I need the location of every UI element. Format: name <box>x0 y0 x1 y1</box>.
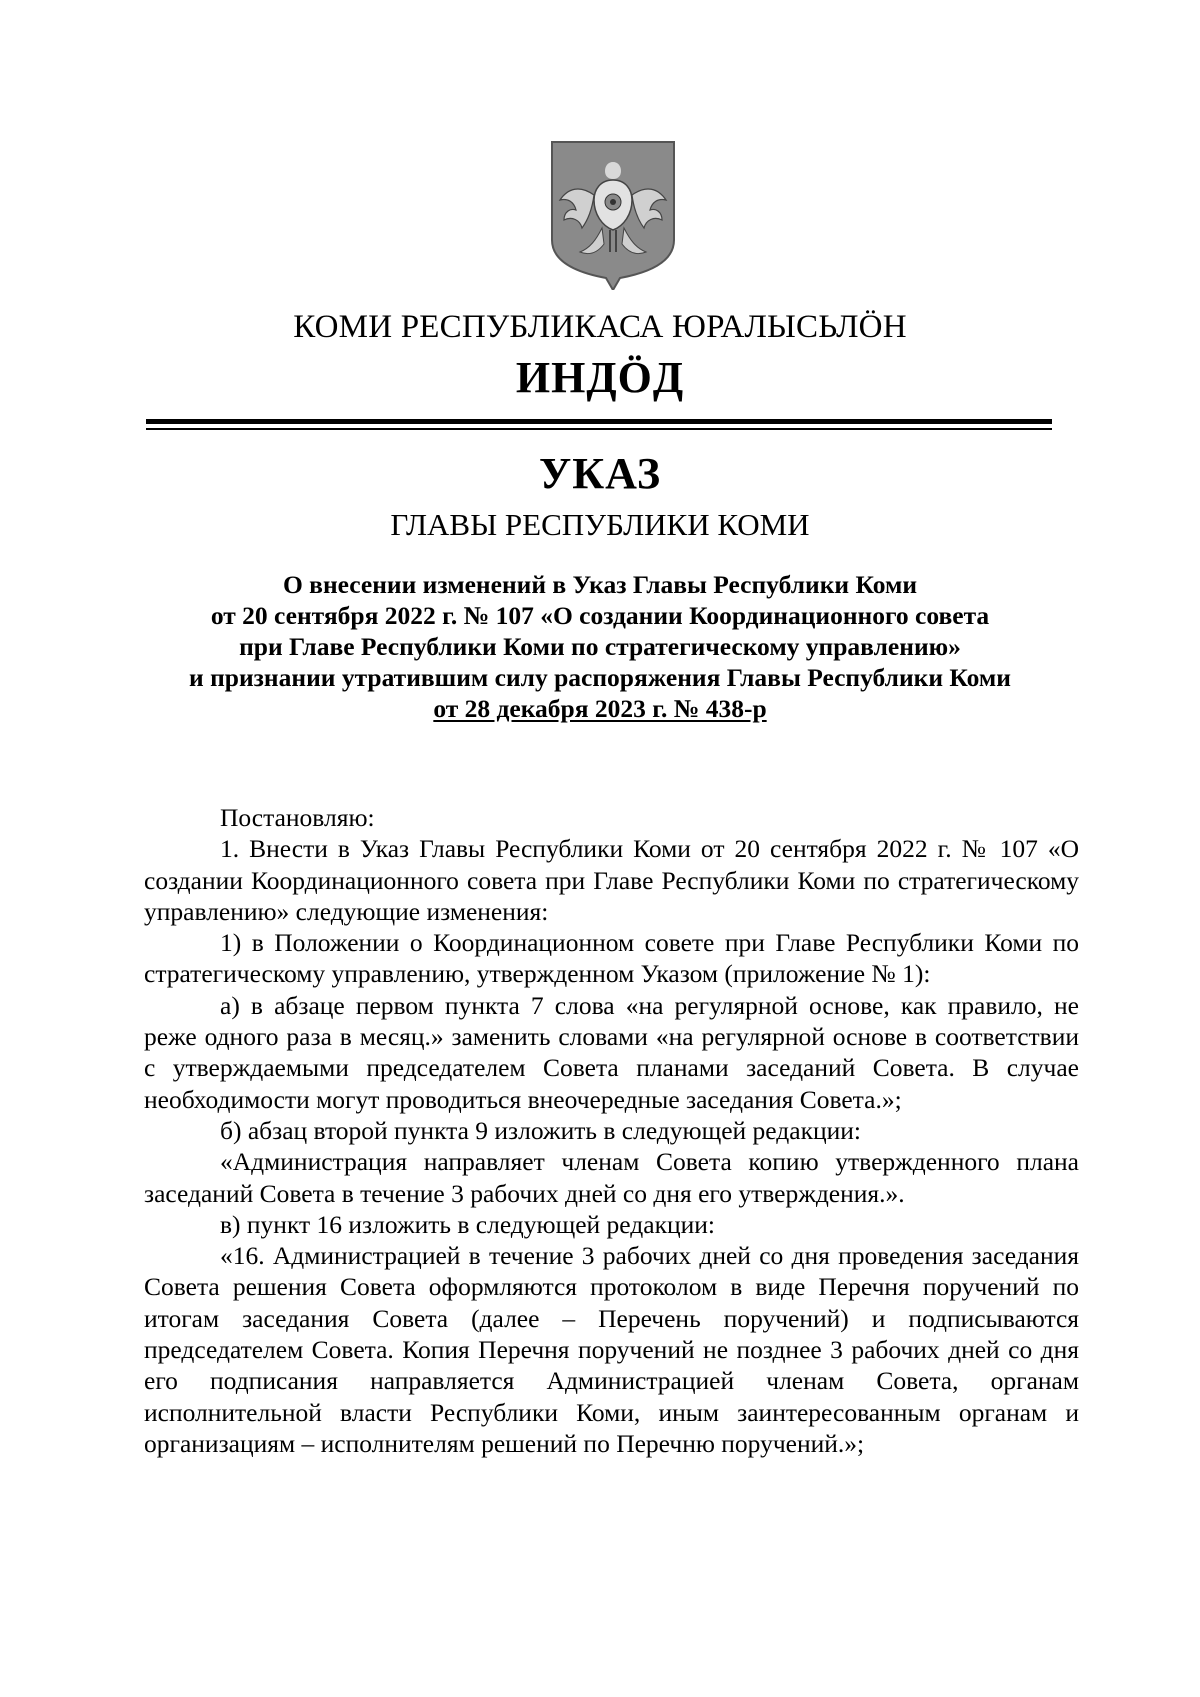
ukaz-subtitle: ГЛАВЫ РЕСПУБЛИКИ КОМИ <box>390 507 810 542</box>
body-paragraph: 1. Внести в Указ Главы Республики Коми от 20 сентября 2022 г. № 107 «О создании Координационного совета при Главе Республики Коми по стратегическому управлению» следующие изменения: <box>144 834 1079 926</box>
republic-heading: КОМИ РЕСПУБЛИКАСА ЮРАЛЫСЬЛӦН <box>293 309 907 345</box>
document-title-line: при Главе Республики Коми по стратегическому управлению» <box>239 632 961 661</box>
document-title <box>120 569 1080 724</box>
indod-title: ИНДӦД <box>515 353 685 402</box>
header-divider-thin <box>146 428 1052 430</box>
body-paragraph: б) абзац второй пункта 9 изложить в следующей редакции: <box>220 1115 861 1145</box>
document-body <box>144 802 1079 1459</box>
body-paragraph: в) пункт 16 изложить в следующей редакции: <box>220 1209 715 1239</box>
ukaz-title: УКАЗ <box>538 449 662 498</box>
document-title-line: от 20 сентября 2022 г. № 107 «О создании Координационного совета <box>210 601 990 630</box>
header-divider-thick <box>146 419 1052 424</box>
document-title-line: и признании утратившим силу распоряжения Главы Республики Коми <box>189 663 1011 692</box>
document-date-line: от 28 декабря 2023 г. № 438-р <box>433 694 767 723</box>
body-paragraph: «16. Администрацией в течение 3 рабочих дней со дня проведения заседания Совета решения Совета оформляются протоколом в виде Перечня поручений по итогам заседания Совета (далее – Перечень поручений) и подписываются председателем Совета. Копия Перечня поручений не позднее 3 рабочих дней со дня его подписания направляется Администрацией членам Совета, органам исполнительной власти Республики Коми, иным заинтересованным органам и организациям – исполнителям решений по Перечню поручений.»; <box>144 1241 1079 1458</box>
body-paragraph: 1) в Положении о Координационном совете при Главе Республики Коми по стратегическому управлению, утвержденном Указом (приложение № 1): <box>144 928 1079 989</box>
body-paragraph: Постановляю: <box>220 803 375 832</box>
body-paragraph: а) в абзаце первом пункта 7 слова «на регулярной основе, как правило, не реже одного раза в месяц.» заменить словами «на регулярной основе в соответствии с утверждаемыми председателем Совета планами заседаний Совета. В случае необходимости могут проводиться внеочередные заседания Совета.»; <box>144 990 1079 1114</box>
coat-of-arms-icon <box>550 140 676 290</box>
body-paragraph: «Администрация направляет членам Совета копию утвержденного плана заседаний Совета в течение 3 рабочих дней со дня его утверждения.». <box>144 1147 1079 1208</box>
document-title-line: О внесении изменений в Указ Главы Республики Коми <box>282 570 918 599</box>
